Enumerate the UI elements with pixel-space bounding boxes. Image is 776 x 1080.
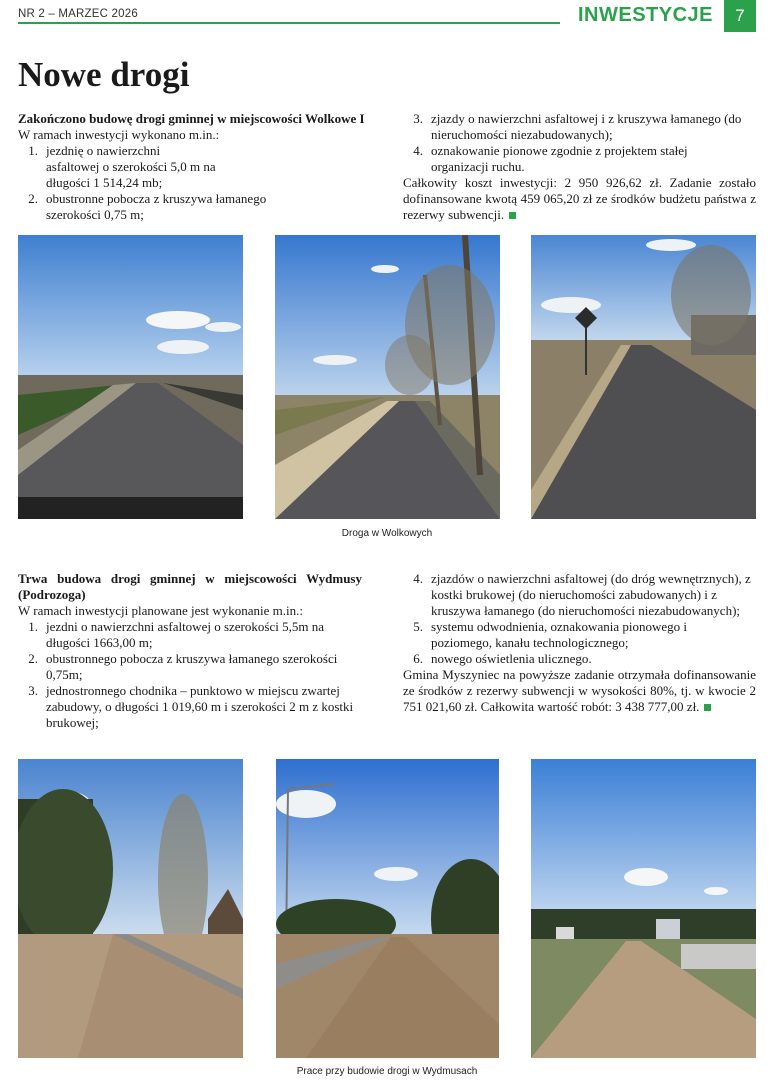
caption-wydmusy: Prace przy budowie drogi w Wydmusach [296,1066,478,1077]
list-item: 5. systemu odwodnienia, oznakowania pionowego i poziomego, kanału technologicznego; [413,619,687,650]
article1-left-column [18,111,370,223]
list-item: 4. zjazdów o nawierzchni asfaltowej (do dróg wewnętrznych), z kostki brukowej (do nieruchomości zabudowanych) i z kruszywa łamanego (do nieruchomości niezabudowanych); [413,571,751,618]
article1-right-column [403,111,756,223]
photo-road-wolkowe-2 [275,235,500,519]
article1-heading: Zakończono budowę drogi gminnej w miejscowości Wolkowe I [18,111,365,126]
photo-road-wydmusy-2 [276,759,499,1058]
article2-closing: Gmina Myszyniec na powyższe zadanie otrzymała dofinansowanie ze środków z rezerwy subwencji w wysokości 80%, tj. w kwocie 2 751 021,60 zł. Całkowita wartość robót: 3 438 777,00 zł. [403,667,756,714]
list-item: 3. zjazdy o nawierzchni asfaltowej i z kruszywa łamanego (do nieruchomości niezabudowanych); [413,111,742,142]
article2-left-column [18,571,362,731]
photo-road-wydmusy-3 [531,759,756,1058]
caption-wolkowe: Droga w Wolkowych [341,528,433,539]
list-item: 3. jednostronnego chodnika – punktowo w miejscu zwartej zabudowy, o długości 1 019,60 m i szerokości 2 m z kostki brukowej; [28,683,354,730]
photo-road-wolkowe-3 [531,235,756,519]
list-item: 1. jezdni o nawierzchni asfaltowej o szerokości 5,5m na długości 1663,00 m; [28,619,324,650]
photo-road-wydmusy-1 [18,759,243,1058]
header-rule [18,22,560,24]
list-item: 6. nowego oświetlenia ulicznego. [413,651,592,666]
article2-intro: W ramach inwestycji planowane jest wykonanie m.in.: [18,603,303,618]
list-item: 2. obustronne pobocza z kruszywa łamanego szerokości 0,75 m; [28,191,267,222]
page-number: 7 [724,0,756,32]
article1-intro: W ramach inwestycji wykonano m.in.: [18,127,220,142]
section-title: INWESTYCJE [578,4,714,26]
page-title: Nowe drogi [18,55,190,94]
article2-heading: Trwa budowa drogi gminnej w miejscowości Wydmusy (Podrozoga) [18,571,362,602]
photo-road-wolkowe-1 [18,235,243,519]
article1-closing: Całkowity koszt inwestycji: 2 950 926,62 zł. Zadanie zostało dofinansowane kwotą 459 065,20 zł ze środków budżetu państwa z rezerwy subwencji. [403,175,756,222]
article2-right-column [403,571,756,715]
list-item: 1. jezdnię o nawierzchni asfaltowej o szerokości 5,0 m na długości 1 514,24 mb; [28,143,216,190]
list-item: 2. obustronnego pobocza z kruszywa łamanego szerokości 0,75m; [28,651,338,682]
end-mark [704,704,711,711]
list-item: 4. oznakowanie pionowe zgodnie z projektem stałej organizacji ruchu. [413,143,688,174]
end-mark [509,212,516,219]
issue-label: NR 2 – MARZEC 2026 [18,8,138,20]
